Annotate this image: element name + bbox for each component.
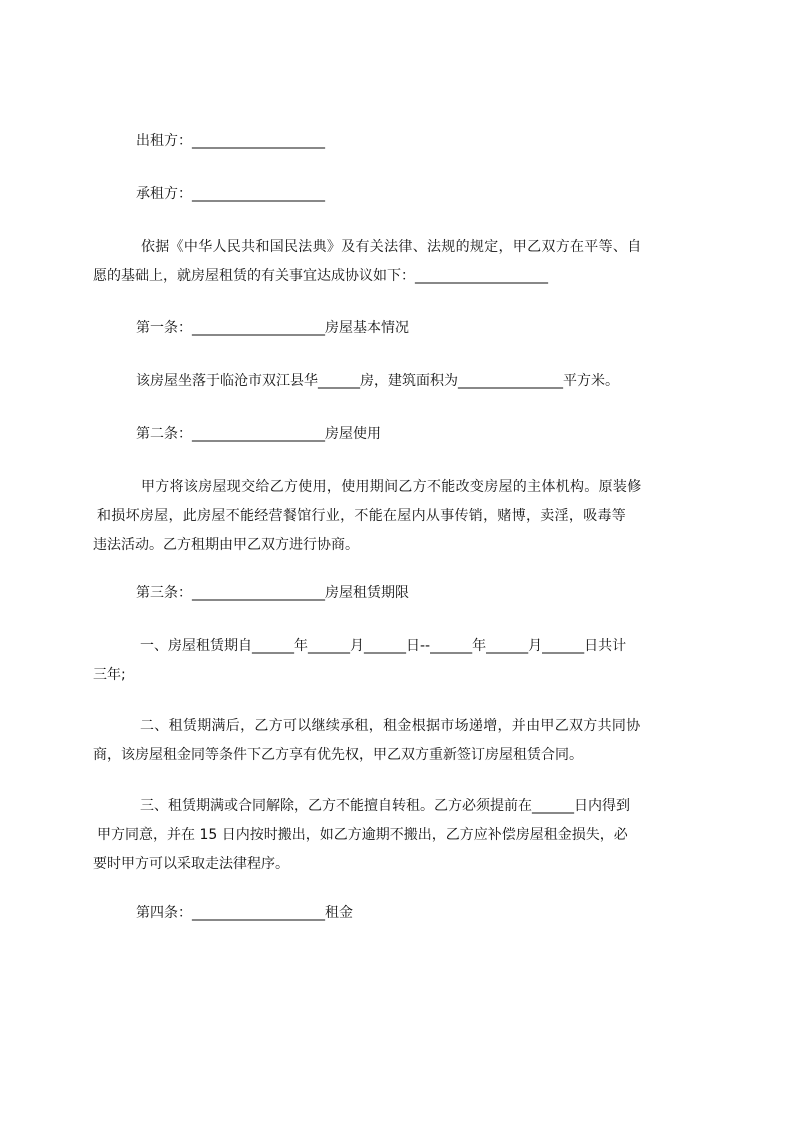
article-3-item-2-line-2: 商，该房屋租金同等条件下乙方享有优先权，甲乙双方重新签订房屋租赁合同。 — [93, 747, 583, 763]
article-3-item-1-line-1: 一、房屋租赁期自______年______月______日--______年______月______日共计 — [140, 638, 627, 654]
article-2-heading: 第二条：___________________房屋使用 — [136, 426, 381, 442]
article-2-line-3: 违法活动。乙方租期由甲乙双方进行协商。 — [93, 537, 359, 553]
article-3-item-2-line-1: 二、租赁期满后，乙方可以继续承租，租金根据市场递增，并由甲乙双方共同协 — [140, 718, 641, 734]
article-3-item-3-line-1: 三、租赁期满或合同解除，乙方不能擅自转租。乙方必须提前在______日内得到 — [140, 798, 630, 814]
lessor-line: 出租方：___________________ — [136, 133, 325, 149]
article-4-heading: 第四条：___________________租金 — [136, 905, 353, 921]
lessee-line: 承租方：___________________ — [136, 186, 325, 202]
article-3-item-3-line-2: 甲方同意，并在 15 日内按时搬出，如乙方逾期不搬出，乙方应补偿房屋租金损失，必 — [97, 827, 628, 843]
article-1-heading: 第一条：___________________房屋基本情况 — [136, 320, 409, 336]
article-2-line-2: 和损坏房屋，此房屋不能经营餐馆行业，不能在屋内从事传销，赌博，卖淫，吸毒等 — [97, 508, 627, 524]
article-2-line-1: 甲方将该房屋现交给乙方使用，使用期间乙方不能改变房屋的主体机构。原装修 — [141, 479, 642, 495]
article-3-heading: 第三条：___________________房屋租赁期限 — [136, 585, 409, 601]
article-1-body: 该房屋坐落于临沧市双江县华______房，建筑面积为_______________平方米。 — [136, 373, 619, 389]
article-3-item-3-line-3: 要时甲方可以采取走法律程序。 — [93, 856, 289, 872]
article-3-item-1-line-2: 三年; — [93, 667, 126, 683]
preamble-line-1: 依据《中华人民共和国民法典》及有关法律、法规的规定，甲乙双方在平等、自 — [141, 239, 642, 255]
preamble-line-2: 愿的基础上，就房屋租赁的有关事宜达成协议如下：___________________ — [93, 268, 548, 284]
